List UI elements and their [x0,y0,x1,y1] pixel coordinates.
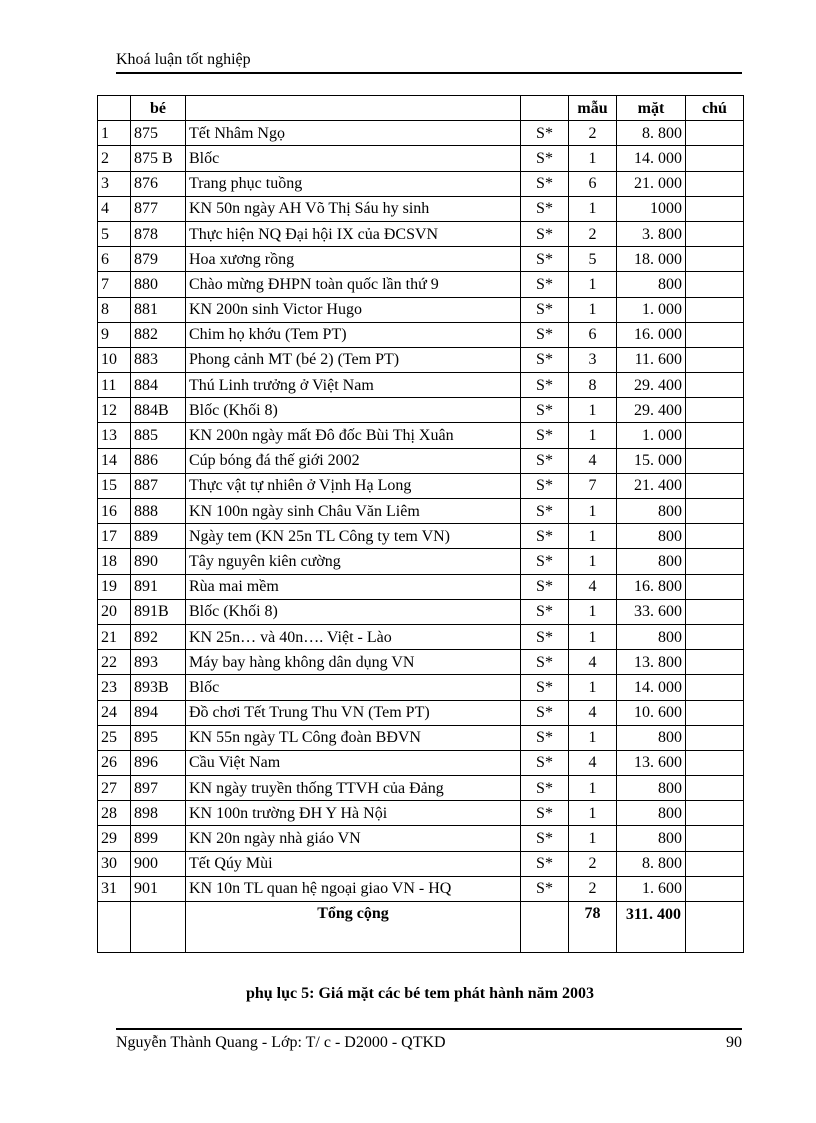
stamp-type: S* [521,423,569,448]
stamp-type: S* [521,347,569,372]
total-qty: 78 [569,902,617,953]
table-caption: phụ lục 5: Giá mặt các bé tem phát hành năm 2003 [245,985,595,1002]
table-row [98,272,744,297]
stamp-count: 1 [569,549,617,574]
note-cell [686,221,744,246]
stamp-name: Chào mừng ĐHPN toàn quốc lần thứ 9 [186,272,521,297]
note-cell [686,599,744,624]
table-row [98,624,744,649]
stamp-type: S* [521,221,569,246]
stamp-code: 885 [131,423,186,448]
note-cell [686,373,744,398]
stamp-name: Phong cảnh MT (bé 2) (Tem PT) [186,347,521,372]
row-number: 2 [98,146,131,171]
face-value: 21. 000 [617,171,686,196]
note-cell [686,146,744,171]
face-value: 800 [617,499,686,524]
note-cell [686,851,744,876]
stamp-type: S* [521,146,569,171]
stamp-count: 2 [569,221,617,246]
table-body [98,121,744,902]
stamp-count: 1 [569,196,617,221]
row-number: 31 [98,876,131,901]
stamp-type: S* [521,121,569,146]
stamp-code: 883 [131,347,186,372]
row-number: 13 [98,423,131,448]
stamp-type: S* [521,776,569,801]
face-value: 1000 [617,196,686,221]
face-value: 800 [617,272,686,297]
face-value: 1. 000 [617,423,686,448]
stamp-code: 893B [131,675,186,700]
stamp-code: 892 [131,624,186,649]
total-empty-cell [521,902,569,953]
table-row [98,373,744,398]
stamp-type: S* [521,801,569,826]
stamp-type: S* [521,549,569,574]
header-cell [98,96,131,121]
stamp-code: 901 [131,876,186,901]
note-cell [686,675,744,700]
header-cell: mặt [617,96,686,121]
table-row [98,776,744,801]
stamp-code: 882 [131,322,186,347]
face-value: 29. 400 [617,398,686,423]
stamp-type: S* [521,373,569,398]
row-number: 26 [98,750,131,775]
stamp-name: Ngày tem (KN 25n TL Công ty tem VN) [186,524,521,549]
row-number: 18 [98,549,131,574]
stamp-type: S* [521,851,569,876]
row-number: 19 [98,574,131,599]
face-value: 800 [617,549,686,574]
stamp-count: 1 [569,499,617,524]
header-cell: mẫu [569,96,617,121]
note-cell [686,448,744,473]
stamp-name: Tây nguyên kiên cường [186,549,521,574]
table-row [98,473,744,498]
table-row [98,247,744,272]
stamp-type: S* [521,700,569,725]
stamp-type: S* [521,171,569,196]
stamp-code: 887 [131,473,186,498]
row-number: 6 [98,247,131,272]
note-cell [686,423,744,448]
note-cell [686,624,744,649]
table-row [98,700,744,725]
stamp-type: S* [521,650,569,675]
stamp-code: 888 [131,499,186,524]
total-row [98,902,744,953]
table-row [98,423,744,448]
stamp-count: 1 [569,297,617,322]
face-value: 13. 600 [617,750,686,775]
stamp-code: 891B [131,599,186,624]
stamp-type: S* [521,624,569,649]
row-number: 25 [98,725,131,750]
row-number: 14 [98,448,131,473]
stamp-code: 898 [131,801,186,826]
row-number: 16 [98,499,131,524]
stamp-name: KN 100n ngày sinh Châu Văn Liêm [186,499,521,524]
table-row [98,826,744,851]
stamp-name: Trang phục tuồng [186,171,521,196]
total-empty-cell [98,902,131,953]
stamp-table [97,95,744,953]
total-label: Tổng cộng [186,902,521,953]
stamp-type: S* [521,524,569,549]
stamp-count: 1 [569,725,617,750]
row-number: 10 [98,347,131,372]
note-cell [686,297,744,322]
stamp-name: Blốc (Khối 8) [186,398,521,423]
row-number: 1 [98,121,131,146]
stamp-count: 4 [569,574,617,599]
stamp-count: 1 [569,801,617,826]
stamp-type: S* [521,398,569,423]
stamp-name: Rùa mai mềm [186,574,521,599]
table-row [98,499,744,524]
note-cell [686,398,744,423]
stamp-count: 8 [569,373,617,398]
note-cell [686,171,744,196]
stamp-name: Cầu Việt Nam [186,750,521,775]
note-cell [686,549,744,574]
stamp-name: Đồ chơi Tết Trung Thu VN (Tem PT) [186,700,521,725]
face-value: 800 [617,725,686,750]
table-row [98,448,744,473]
row-number: 5 [98,221,131,246]
row-number: 9 [98,322,131,347]
face-value: 15. 000 [617,448,686,473]
stamp-count: 2 [569,876,617,901]
row-number: 3 [98,171,131,196]
face-value: 8. 800 [617,121,686,146]
face-value: 29. 400 [617,373,686,398]
stamp-type: S* [521,448,569,473]
note-cell [686,247,744,272]
row-number: 20 [98,599,131,624]
stamp-count: 1 [569,599,617,624]
stamp-name: Chim họ khớu (Tem PT) [186,322,521,347]
row-number: 11 [98,373,131,398]
note-cell [686,826,744,851]
stamp-name: Blốc [186,675,521,700]
note-cell [686,272,744,297]
row-number: 27 [98,776,131,801]
table-header-row [98,96,744,121]
stamp-type: S* [521,272,569,297]
note-cell [686,700,744,725]
table-row [98,675,744,700]
note-cell [686,801,744,826]
stamp-count: 1 [569,624,617,649]
stamp-code: 884 [131,373,186,398]
face-value: 16. 800 [617,574,686,599]
stamp-name: KN 20n ngày nhà giáo VN [186,826,521,851]
stamp-count: 1 [569,675,617,700]
table-row [98,851,744,876]
row-number: 30 [98,851,131,876]
stamp-count: 5 [569,247,617,272]
stamp-name: Blốc [186,146,521,171]
face-value: 13. 800 [617,650,686,675]
face-value: 3. 800 [617,221,686,246]
stamp-code: 891 [131,574,186,599]
page-footer [116,1028,742,1052]
stamp-type: S* [521,675,569,700]
table-row [98,121,744,146]
stamp-count: 1 [569,524,617,549]
stamp-code: 880 [131,272,186,297]
face-value: 1. 600 [617,876,686,901]
row-number: 8 [98,297,131,322]
table-row [98,322,744,347]
header-cell [521,96,569,121]
header-title: Khoá luận tốt nghiệp [116,51,251,68]
face-value: 800 [617,801,686,826]
stamp-code: 886 [131,448,186,473]
table-row [98,524,744,549]
stamp-name: Tết Qúy Mùi [186,851,521,876]
header-cell [186,96,521,121]
table-row [98,398,744,423]
stamp-code: 878 [131,221,186,246]
stamp-count: 4 [569,700,617,725]
stamp-type: S* [521,574,569,599]
table-row [98,196,744,221]
table-row [98,146,744,171]
total-empty-cell [686,902,744,953]
stamp-code: 875 [131,121,186,146]
face-value: 800 [617,826,686,851]
row-number: 29 [98,826,131,851]
stamp-code: 877 [131,196,186,221]
face-value: 18. 000 [617,247,686,272]
stamp-count: 6 [569,171,617,196]
stamp-count: 1 [569,826,617,851]
note-cell [686,322,744,347]
table-row [98,750,744,775]
note-cell [686,499,744,524]
stamp-name: Thú Linh trưởng ở Việt Nam [186,373,521,398]
stamp-name: Thực vật tự nhiên ở Vịnh Hạ Long [186,473,521,498]
row-number: 24 [98,700,131,725]
note-cell [686,473,744,498]
stamp-code: 899 [131,826,186,851]
total-empty-cell [131,902,186,953]
stamp-code: 894 [131,700,186,725]
stamp-name: KN 10n TL quan hệ ngoại giao VN - HQ [186,876,521,901]
row-number: 21 [98,624,131,649]
stamp-type: S* [521,826,569,851]
stamp-code: 897 [131,776,186,801]
note-cell [686,750,744,775]
stamp-type: S* [521,599,569,624]
stamp-code: 896 [131,750,186,775]
stamp-code: 900 [131,851,186,876]
note-cell [686,776,744,801]
row-number: 22 [98,650,131,675]
face-value: 10. 600 [617,700,686,725]
stamp-code: 890 [131,549,186,574]
stamp-name: KN 200n ngày mất Đô đốc Bùi Thị Xuân [186,423,521,448]
stamp-name: Cúp bóng đá thế giới 2002 [186,448,521,473]
row-number: 17 [98,524,131,549]
row-number: 4 [98,196,131,221]
stamp-count: 6 [569,322,617,347]
stamp-count: 1 [569,146,617,171]
stamp-count: 3 [569,347,617,372]
note-cell [686,524,744,549]
face-value: 16. 000 [617,322,686,347]
stamp-name: KN 50n ngày AH Võ Thị Sáu hy sinh [186,196,521,221]
stamp-name: KN 25n… và 40n…. Việt - Lào [186,624,521,649]
table-row [98,574,744,599]
note-cell [686,725,744,750]
note-cell [686,121,744,146]
face-value: 14. 000 [617,675,686,700]
stamp-name: Hoa xương rồng [186,247,521,272]
face-value: 11. 600 [617,347,686,372]
stamp-type: S* [521,750,569,775]
stamp-code: 893 [131,650,186,675]
stamp-count: 1 [569,398,617,423]
header-cell: chú [686,96,744,121]
stamp-count: 4 [569,750,617,775]
row-number: 12 [98,398,131,423]
stamp-type: S* [521,876,569,901]
stamp-type: S* [521,297,569,322]
stamp-count: 2 [569,851,617,876]
note-cell [686,650,744,675]
stamp-type: S* [521,725,569,750]
stamp-count: 2 [569,121,617,146]
stamp-code: 889 [131,524,186,549]
row-number: 23 [98,675,131,700]
face-value: 14. 000 [617,146,686,171]
stamp-name: KN 100n trường ĐH Y Hà Nội [186,801,521,826]
face-value: 800 [617,524,686,549]
stamp-type: S* [521,322,569,347]
stamp-name: Blốc (Khối 8) [186,599,521,624]
stamp-name: KN 200n sinh Victor Hugo [186,297,521,322]
stamp-name: KN ngày truyền thống TTVH của Đảng [186,776,521,801]
face-value: 1. 000 [617,297,686,322]
face-value: 33. 600 [617,599,686,624]
table-row [98,599,744,624]
table-row [98,725,744,750]
face-value: 800 [617,624,686,649]
table-row [98,876,744,901]
face-value: 8. 800 [617,851,686,876]
table-row [98,549,744,574]
stamp-type: S* [521,499,569,524]
face-value: 800 [617,776,686,801]
stamp-name: Thực hiện NQ Đại hội IX của ĐCSVN [186,221,521,246]
stamp-name: Tết Nhâm Ngọ [186,121,521,146]
stamp-count: 1 [569,776,617,801]
page-header [116,48,742,74]
stamp-code: 884B [131,398,186,423]
table-row [98,801,744,826]
face-value: 21. 400 [617,473,686,498]
stamp-code: 875 B [131,146,186,171]
stamp-code: 879 [131,247,186,272]
stamp-type: S* [521,247,569,272]
stamp-count: 1 [569,272,617,297]
stamp-type: S* [521,473,569,498]
total-price: 311. 400 [617,902,686,953]
table-row [98,650,744,675]
note-cell [686,347,744,372]
page-number: 90 [726,1034,742,1051]
row-number: 15 [98,473,131,498]
stamp-count: 7 [569,473,617,498]
stamp-type: S* [521,196,569,221]
table-row [98,221,744,246]
table-row [98,347,744,372]
note-cell [686,196,744,221]
table-row [98,297,744,322]
stamp-code: 876 [131,171,186,196]
stamp-code: 895 [131,725,186,750]
row-number: 28 [98,801,131,826]
table-row [98,171,744,196]
stamp-code: 881 [131,297,186,322]
footer-author: Nguyễn Thành Quang - Lớp: T/ c - D2000 - QTKD [116,1034,446,1051]
header-cell: bé [131,96,186,121]
stamp-name: KN 55n ngày TL Công đoàn BĐVN [186,725,521,750]
stamp-count: 1 [569,423,617,448]
note-cell [686,876,744,901]
note-cell [686,574,744,599]
stamp-count: 4 [569,448,617,473]
stamp-name: Máy bay hàng không dân dụng VN [186,650,521,675]
stamp-count: 4 [569,650,617,675]
row-number: 7 [98,272,131,297]
